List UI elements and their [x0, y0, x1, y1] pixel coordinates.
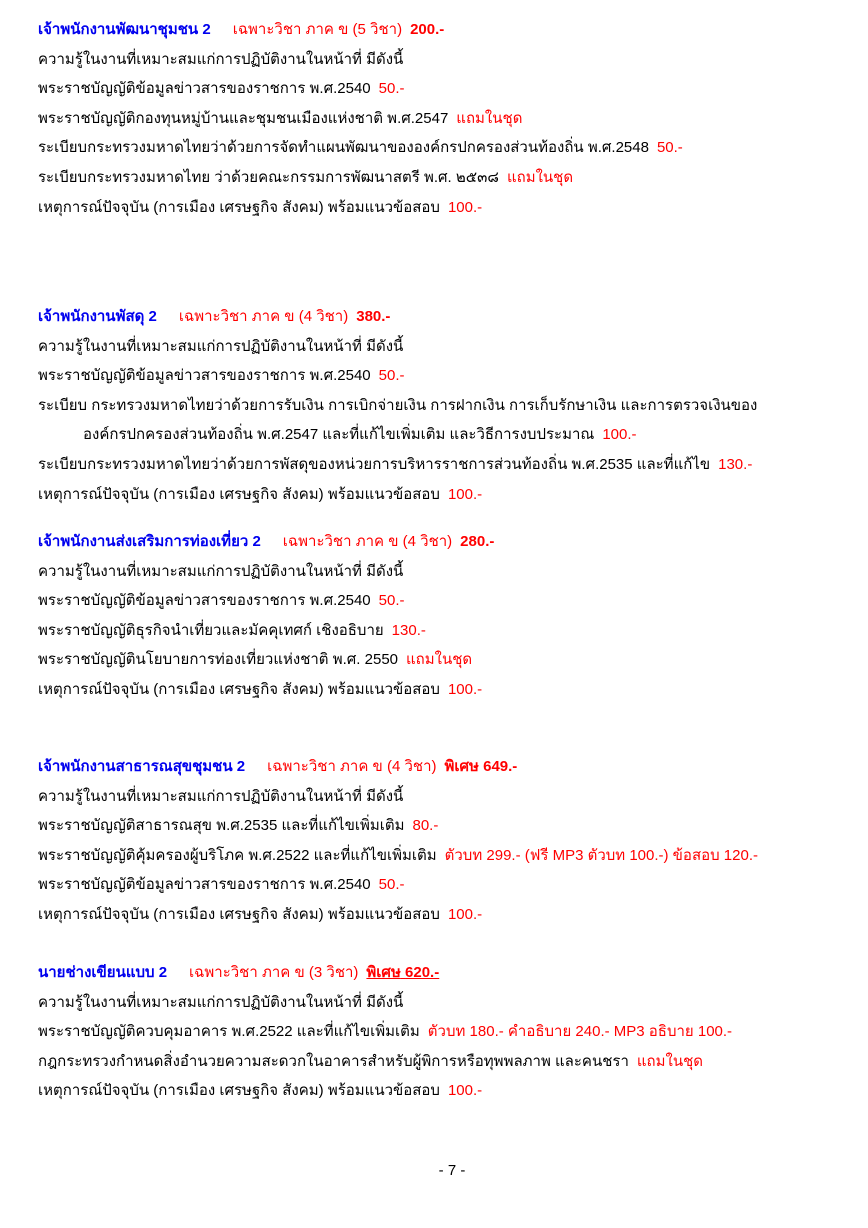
item-text: ความรู้ในงานที่เหมาะสมแก่การปฏิบัติงานในหน้าที่ มีดังนี้: [38, 50, 404, 68]
list-item: [38, 900, 848, 930]
list-item: [38, 420, 848, 450]
course-section: [38, 527, 848, 705]
list-item: [38, 586, 848, 616]
item-price: 50.-: [656, 139, 683, 157]
list-item: [38, 1076, 848, 1106]
list-item: [38, 45, 848, 75]
list-item: [38, 811, 848, 841]
item-price: 100.-: [447, 680, 483, 698]
item-price: 100.-: [447, 485, 483, 503]
section-title: เจ้าพนักงานพัฒนาชุมชน 2: [38, 21, 211, 38]
item-price: ตัวบท 180.- คำอธิบาย 240.- MP3 อธิบาย 100.-: [427, 1023, 733, 1041]
item-price: 100.-: [447, 198, 483, 216]
section-subject: เฉพาะวิชา ภาค ข (5 วิชา): [232, 21, 403, 38]
section-subject: เฉพาะวิชา ภาค ข (3 วิชา): [189, 964, 359, 981]
item-text: เหตุการณ์ปัจจุบัน (การเมือง เศรษฐกิจ สังคม) พร้อมแนวข้อสอบ: [38, 680, 440, 698]
item-price: 50.-: [378, 80, 405, 98]
page-number: - 7 -: [438, 1162, 466, 1179]
course-section: [38, 15, 848, 222]
section-title: นายช่างเขียนแบบ 2: [38, 964, 168, 981]
item-text: พระราชบัญญัติธุรกิจนำเที่ยวและมัคคุเทศก์ เชิงอธิบาย: [38, 621, 384, 639]
special-label: พิเศษ: [444, 758, 479, 775]
section-price: [356, 308, 390, 325]
list-item: [38, 391, 848, 421]
item-text: เหตุการณ์ปัจจุบัน (การเมือง เศรษฐกิจ สังคม) พร้อมแนวข้อสอบ: [38, 198, 440, 216]
course-section: [38, 302, 848, 509]
item-price: 130.-: [391, 621, 426, 639]
item-price: 50.-: [378, 876, 405, 894]
item-text: พระราชบัญญัติข้อมูลข่าวสารของราชการ พ.ศ.2540: [38, 367, 371, 385]
item-price: ตัวบท 299.- (ฟรี MP3 ตัวบท 100.-) ข้อสอบ 120.-: [444, 846, 758, 864]
price-value: 380.-: [356, 308, 391, 325]
list-item: [38, 361, 848, 391]
section-price: [445, 758, 518, 775]
list-item: [38, 193, 848, 223]
item-text: ความรู้ในงานที่เหมาะสมแก่การปฏิบัติงานในหน้าที่ มีดังนี้: [38, 993, 404, 1011]
item-price: 100.-: [447, 905, 483, 923]
item-text: ความรู้ในงานที่เหมาะสมแก่การปฏิบัติงานในหน้าที่ มีดังนี้: [38, 787, 404, 805]
list-item: [38, 841, 848, 871]
item-price: แถมในชุด: [456, 109, 523, 127]
item-text: พระราชบัญญัติกองทุนหมู่บ้านและชุมชนเมืองแห่งชาติ พ.ศ.2547: [38, 109, 449, 127]
item-text: พระราชบัญญัติข้อมูลข่าวสารของราชการ พ.ศ.2540: [38, 592, 371, 610]
section-title: เจ้าพนักงานส่งเสริมการท่องเที่ยว 2: [38, 533, 261, 550]
section-price: [410, 21, 444, 38]
item-price: 130.-: [718, 455, 753, 473]
item-price: แถมในชุด: [506, 168, 574, 186]
list-item: [38, 480, 848, 510]
item-text: พระราชบัญญัติสาธารณสุข พ.ศ.2535 และที่แก้ไขเพิ่มเติม: [38, 817, 405, 835]
section-header: [38, 15, 848, 45]
list-item: [38, 675, 848, 705]
section-header: [38, 958, 848, 988]
item-text: ระเบียบกระทรวงมหาดไทยว่าด้วยการพัสดุของหน่วยการบริหารราชการส่วนท้องถิ่น พ.ศ.2535 และที่แก้ไข: [38, 455, 711, 473]
price-value: 649.-: [483, 758, 518, 775]
item-text: เหตุการณ์ปัจจุบัน (การเมือง เศรษฐกิจ สังคม) พร้อมแนวข้อสอบ: [38, 1082, 440, 1100]
item-text: พระราชบัญญัติคุ้มครองผู้บริโภค พ.ศ.2522 และที่แก้ไขเพิ่มเติม: [38, 846, 437, 864]
list-item: [38, 133, 848, 163]
item-price: แถมในชุด: [636, 1052, 704, 1070]
course-section: [38, 958, 848, 1106]
list-item: [38, 557, 848, 587]
item-price: แถมในชุด: [406, 651, 473, 669]
item-text: พระราชบัญญัตินโยบายการท่องเที่ยวแห่งชาติ พ.ศ. 2550: [38, 651, 398, 669]
item-text: ความรู้ในงานที่เหมาะสมแก่การปฏิบัติงานในหน้าที่ มีดังนี้: [38, 562, 404, 580]
item-text: เหตุการณ์ปัจจุบัน (การเมือง เศรษฐกิจ สังคม) พร้อมแนวข้อสอบ: [38, 485, 440, 503]
list-item: [38, 104, 848, 134]
item-text: ความรู้ในงานที่เหมาะสมแก่การปฏิบัติงานในหน้าที่ มีดังนี้: [38, 337, 404, 355]
item-price: 50.-: [378, 367, 405, 385]
special-label: พิเศษ: [366, 964, 401, 981]
item-text: พระราชบัญญัติข้อมูลข่าวสารของราชการ พ.ศ.2540: [38, 876, 371, 894]
item-text: พระราชบัญญัติควบคุมอาคาร พ.ศ.2522 และที่แก้ไขเพิ่มเติม: [38, 1023, 420, 1041]
price-value: 280.-: [460, 533, 495, 550]
item-text: กฎกระทรวงกำหนดสิ่งอำนวยความสะดวกในอาคารสำหรับผู้พิการหรือทุพพลภาพ และคนชรา: [38, 1052, 629, 1070]
item-price: 80.-: [412, 817, 439, 835]
item-price: 100.-: [447, 1082, 483, 1100]
section-title: เจ้าพนักงานสาธารณสุขชุมชน 2: [38, 758, 246, 775]
item-price: 100.-: [602, 426, 637, 444]
price-value: 620.-: [405, 964, 440, 981]
list-item: [38, 332, 848, 362]
section-title: เจ้าพนักงานพัสดุ 2: [38, 308, 157, 325]
course-section: [38, 752, 848, 930]
list-item: [38, 870, 848, 900]
section-header: [38, 302, 848, 332]
section-price: [460, 533, 494, 550]
item-price: 50.-: [378, 592, 405, 610]
section-price: [366, 964, 439, 981]
section-subject: เฉพาะวิชา ภาค ข (4 วิชา): [267, 758, 437, 775]
item-text: ระเบียบกระทรวงมหาดไทย ว่าด้วยคณะกรรมการพัฒนาสตรี พ.ศ. ๒๕๓๘: [38, 168, 499, 186]
item-text: พระราชบัญญัติข้อมูลข่าวสารของราชการ พ.ศ.2540: [38, 80, 371, 98]
section-header: [38, 752, 848, 782]
list-item: [38, 74, 848, 104]
list-item: [38, 1047, 848, 1077]
item-text: องค์กรปกครองส่วนท้องถิ่น พ.ศ.2547 และที่แก้ไขเพิ่มเติม และวิธีการงบประมาณ: [83, 426, 595, 444]
list-item: [38, 616, 848, 646]
item-text: ระเบียบ กระทรวงมหาดไทยว่าด้วยการรับเงิน การเบิกจ่ายเงิน การฝากเงิน การเก็บรักษาเงิน และการตรวจเงินของ: [38, 396, 758, 414]
section-subject: เฉพาะวิชา ภาค ข (4 วิชา): [178, 308, 349, 325]
section-subject: เฉพาะวิชา ภาค ข (4 วิชา): [282, 533, 453, 550]
price-value: 200.-: [410, 21, 445, 38]
list-item: [38, 163, 848, 193]
item-text: เหตุการณ์ปัจจุบัน (การเมือง เศรษฐกิจ สังคม) พร้อมแนวข้อสอบ: [38, 905, 440, 923]
list-item: [38, 450, 848, 480]
list-item: [38, 645, 848, 675]
list-item: [38, 1017, 848, 1047]
list-item: [38, 988, 848, 1018]
section-header: [38, 527, 848, 557]
list-item: [38, 782, 848, 812]
item-text: ระเบียบกระทรวงมหาดไทยว่าด้วยการจัดทำแผนพัฒนาขององค์กรปกครองส่วนท้องถิ่น พ.ศ.2548: [38, 139, 649, 157]
